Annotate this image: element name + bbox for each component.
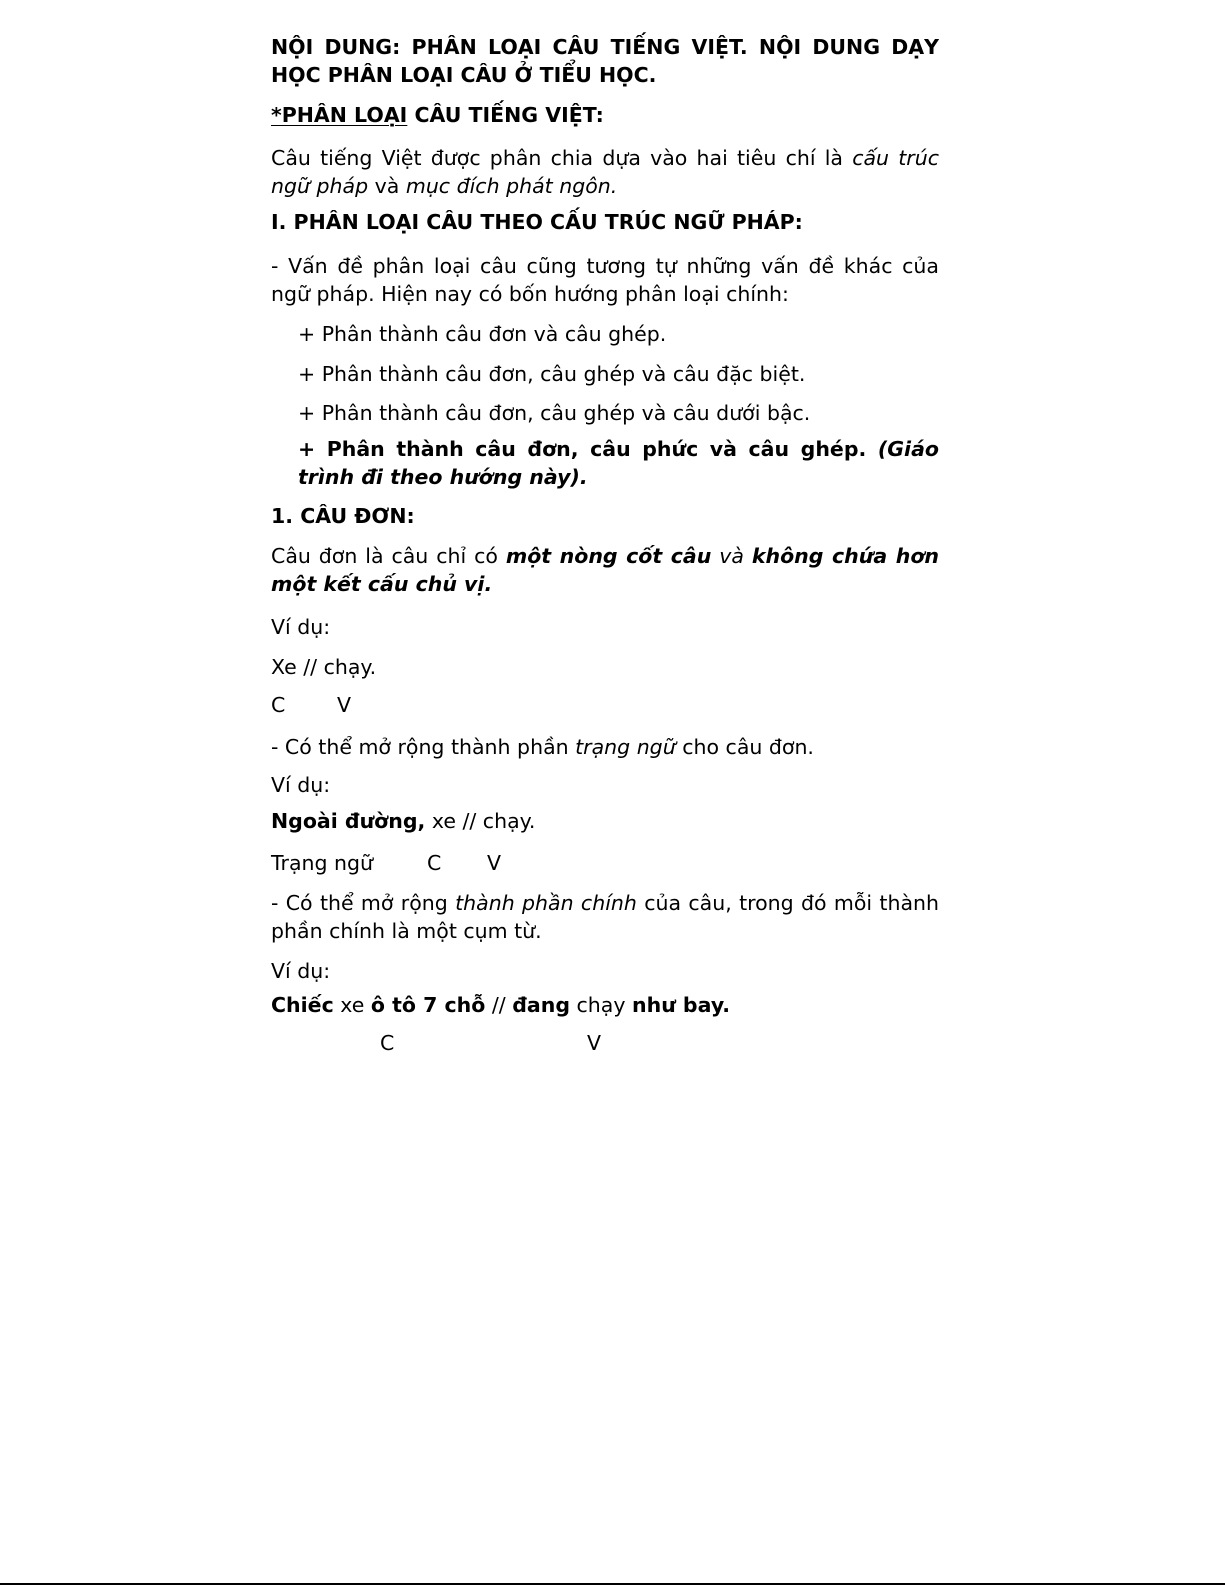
example-3-word-1: Chiếc — [271, 993, 334, 1017]
heading-I: I. PHÂN LOẠI CÂU THEO CẤU TRÚC NGỮ PHÁP: — [271, 210, 803, 234]
example-3-word-5: đang — [512, 993, 571, 1017]
extend-2-text: - Có thể mở rộng — [271, 891, 456, 915]
para1-line-2: ngữ pháp. Hiện nay có bốn hướng phân loại chính: — [271, 282, 789, 306]
definition-text: Câu đơn là câu chỉ có — [271, 544, 506, 568]
option-4-note: (Giáo — [866, 437, 939, 461]
definition-and: và — [711, 544, 752, 568]
section-heading — [271, 101, 939, 129]
example-3-sentence — [271, 991, 939, 1019]
extend-1 — [271, 733, 939, 761]
intro-term-structure: cấu trúc — [852, 146, 939, 170]
section-heading-underlined: *PHÂN LOẠI — [271, 103, 408, 127]
example-3-word-3: ô tô 7 chỗ — [370, 993, 486, 1017]
example-1-sentence: Xe // chạy. — [271, 655, 377, 679]
option-4-line-2: trình đi theo hướng này). — [298, 465, 588, 489]
example-1-label: Ví dụ: — [271, 615, 331, 639]
example-3-subject-mark: C — [380, 1031, 395, 1055]
option-4-bold: + Phân thành câu đơn, câu phức và câu ghép. — [298, 437, 867, 461]
intro-term-grammar: ngữ pháp — [271, 174, 369, 198]
example-1-subject-mark: C — [271, 693, 286, 717]
example-2-adverbial-mark: Trạng ngữ — [271, 851, 374, 875]
intro-term-purpose: mục đích phát ngôn. — [405, 174, 618, 198]
intro-line-2 — [271, 172, 939, 200]
intro-text: Câu tiếng Việt được phân chia dựa vào hai tiêu chí là — [271, 146, 853, 170]
extend-2-line-1 — [271, 889, 939, 917]
option-2: + Phân thành câu đơn, câu ghép và câu đặc biệt. — [298, 362, 806, 386]
example-2-subject-mark: C — [427, 851, 442, 875]
example-3-word-6: chạy — [570, 993, 633, 1017]
example-3-separator: // — [485, 993, 513, 1017]
extend-1-text: - Có thể mở rộng thành phần — [271, 735, 576, 759]
example-2-label: Ví dụ: — [271, 773, 331, 797]
extend-1-term: trạng ngữ — [575, 735, 676, 759]
title-line-1: NỘI DUNG: PHÂN LOẠI CÂU TIẾNG VIỆT. NỘI DUNG DẠY — [271, 35, 939, 59]
example-2-rest: xe // chạy. — [425, 809, 536, 833]
example-1-annotation — [271, 693, 939, 721]
extend-2-tail: của câu, trong đó mỗi thành — [636, 891, 940, 915]
option-4-line-1 — [271, 435, 939, 463]
example-2-annotation — [271, 851, 939, 879]
definition-line-2: một kết cấu chủ vị. — [271, 572, 493, 596]
definition-core: một nòng cốt câu — [505, 544, 712, 568]
heading-cau-don: 1. CÂU ĐƠN: — [271, 504, 415, 528]
extend-2-line-2: phần chính là một cụm từ. — [271, 919, 542, 943]
intro-and: và — [368, 174, 406, 198]
extend-1-tail: cho câu đơn. — [675, 735, 814, 759]
title-line-2: HỌC PHÂN LOẠI CÂU Ở TIỂU HỌC. — [271, 63, 657, 87]
definition-no-more: không chứa hơn — [751, 544, 939, 568]
example-3-label: Ví dụ: — [271, 959, 331, 983]
example-3-annotation — [271, 1031, 939, 1059]
example-2-adverbial: Ngoài đường, — [271, 809, 426, 833]
example-1-predicate-mark: V — [337, 693, 352, 717]
definition-line-1 — [271, 542, 939, 570]
option-1: + Phân thành câu đơn và câu ghép. — [298, 322, 667, 346]
example-3-word-7: như bay. — [632, 993, 731, 1017]
document-page — [271, 30, 939, 1059]
example-3-word-2: xe — [333, 993, 371, 1017]
example-2-sentence — [271, 807, 939, 835]
example-2-predicate-mark: V — [487, 851, 502, 875]
example-3-predicate-mark: V — [587, 1031, 602, 1055]
extend-2-term: thành phần chính — [455, 891, 637, 915]
option-3: + Phân thành câu đơn, câu ghép và câu dưới bậc. — [298, 401, 811, 425]
para1-line-1: - Vấn đề phân loại câu cũng tương tự những vấn đề khác của — [271, 254, 939, 278]
section-heading-rest: CÂU TIẾNG VIỆT: — [407, 103, 604, 127]
intro-line-1 — [271, 144, 939, 172]
